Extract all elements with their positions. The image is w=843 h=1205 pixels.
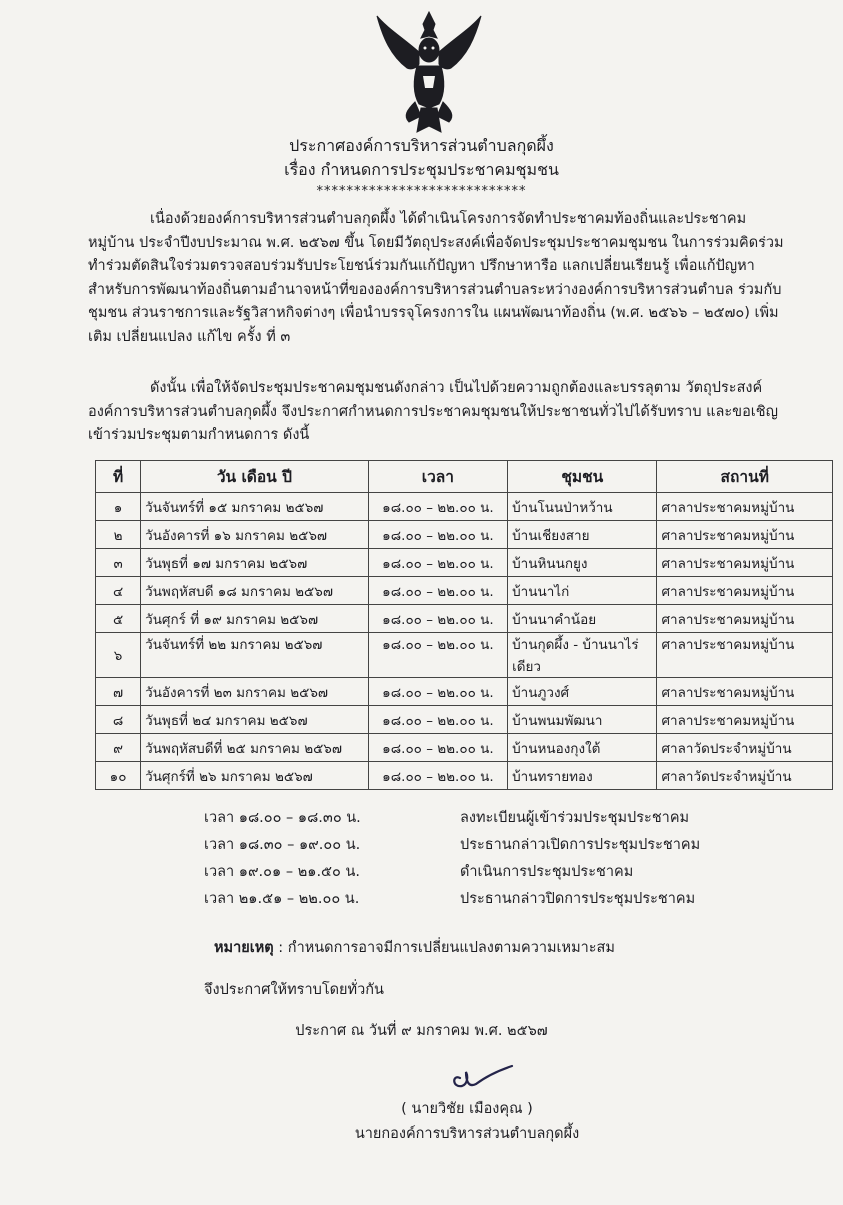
announce-line: จึงประกาศให้ทราบโดยทั่วกัน	[204, 982, 384, 998]
row-time: ๑๘.๐๐ – ๒๒.๐๐ น.	[368, 633, 507, 678]
row-community: บ้านภูวงศ์	[508, 678, 657, 706]
row-community: บ้านหินนกยูง	[508, 549, 657, 577]
handwritten-signature-icon	[446, 1054, 516, 1094]
row-place: ศาลาประชาคมหมู่บ้าน	[657, 521, 833, 549]
table-header-row	[96, 461, 833, 493]
row-community: บ้านโนนป่าหว้าน	[508, 493, 657, 521]
row-community: บ้านพนมพัฒนา	[508, 706, 657, 734]
row-time: ๑๘.๐๐ – ๒๒.๐๐ น.	[368, 605, 507, 633]
row-time: ๑๘.๐๐ – ๒๒.๐๐ น.	[368, 577, 507, 605]
table-row	[96, 577, 833, 605]
row-time: ๑๘.๐๐ – ๒๒.๐๐ น.	[368, 734, 507, 762]
separator-line: ****************************	[316, 184, 527, 199]
row-no: ๘	[96, 706, 141, 734]
row-time: ๑๘.๐๐ – ๒๒.๐๐ น.	[368, 762, 507, 790]
agenda-item	[204, 860, 804, 887]
row-place: ศาลาวัดประจำหมู่บ้าน	[657, 734, 833, 762]
row-place: ศาลาวัดประจำหมู่บ้าน	[657, 762, 833, 790]
row-date: วันพุธที่ ๑๗ มกราคม ๒๕๖๗	[141, 549, 369, 577]
row-date: วันพุธที่ ๒๔ มกราคม ๒๕๖๗	[141, 706, 369, 734]
header-time: เวลา	[368, 461, 507, 493]
header-community: ชุมชน	[508, 461, 657, 493]
announcement-subject: เรื่อง กำหนดการประชุมประชาคมชุมชน	[284, 160, 559, 179]
row-community: บ้านนาคำน้อย	[508, 605, 657, 633]
row-community: บ้านหนองกุงใต้	[508, 734, 657, 762]
row-place: ศาลาประชาคมหมู่บ้าน	[657, 678, 833, 706]
row-time: ๑๘.๐๐ – ๒๒.๐๐ น.	[368, 549, 507, 577]
agenda-time: เวลา ๒๑.๕๑ – ๒๒.๐๐ น.	[204, 891, 360, 907]
row-date: วันศุกร์ที่ ๒๖ มกราคม ๒๕๖๗	[141, 762, 369, 790]
row-no: ๗	[96, 678, 141, 706]
garuda-emblem-icon	[373, 8, 485, 136]
agenda-time: เวลา ๑๘.๓๐ – ๑๙.๐๐ น.	[204, 837, 361, 853]
row-place: ศาลาประชาคมหมู่บ้าน	[657, 549, 833, 577]
row-place: ศาลาประชาคมหมู่บ้าน	[657, 605, 833, 633]
table-row	[96, 706, 833, 734]
table-row	[96, 605, 833, 633]
row-time: ๑๘.๐๐ – ๒๒.๐๐ น.	[368, 678, 507, 706]
row-no: ๑๐	[96, 762, 141, 790]
agenda-list	[204, 806, 804, 914]
row-community: บ้านทรายทอง	[508, 762, 657, 790]
table-row	[96, 762, 833, 790]
row-no: ๒	[96, 521, 141, 549]
agenda-item	[204, 833, 804, 860]
agenda-item	[204, 887, 804, 914]
row-date: วันอังคารที่ ๑๖ มกราคม ๒๕๖๗	[141, 521, 369, 549]
table-row	[96, 734, 833, 762]
table-row	[96, 493, 833, 521]
signatory-name: ( นายวิชัย เมืองคุณ )	[401, 1101, 533, 1117]
agenda-item	[204, 806, 804, 833]
row-date: วันจันทร์ที่ ๒๒ มกราคม ๒๕๖๗	[141, 633, 369, 678]
header-date: วัน เดือน ปี	[141, 461, 369, 493]
remark-label: หมายเหตุ	[214, 940, 274, 956]
row-no: ๑	[96, 493, 141, 521]
row-community: บ้านกุดผึ้ง - บ้านนาไร่เดียว	[508, 633, 657, 678]
paragraph-1	[88, 208, 788, 350]
row-no: ๔	[96, 577, 141, 605]
paragraph-2	[88, 377, 788, 448]
row-community: บ้านเชียงสาย	[508, 521, 657, 549]
row-no: ๙	[96, 734, 141, 762]
agenda-desc: ดำเนินการประชุมประชาคม	[460, 864, 634, 880]
agenda-time: เวลา ๑๘.๐๐ – ๑๘.๓๐ น.	[204, 810, 361, 826]
row-time: ๑๘.๐๐ – ๒๒.๐๐ น.	[368, 706, 507, 734]
paragraph-2-text: ดังนั้น เพื่อให้จัดประชุมประชาคมชุมชนดังกล่าว เป็นไปด้วยความถูกต้องและบรรลุตาม วัตถุประสงค์ องค์การบริหารส่วนตำบลกุดผึ้ง จึงประกาศกำหนดการประชาคมชุมชนให้ประชาชนทั่วไปได้รับทราบ และขอเชิญเข้าร่วมประชุมตามกำหนดการ ดังนี้	[88, 380, 778, 444]
agenda-desc: ประธานกล่าวปิดการประชุมประชาคม	[460, 891, 696, 907]
remark	[214, 936, 615, 959]
row-date: วันศุกร์ ที่ ๑๙ มกราคม ๒๕๖๗	[141, 605, 369, 633]
table-row	[96, 678, 833, 706]
row-time: ๑๘.๐๐ – ๒๒.๐๐ น.	[368, 521, 507, 549]
header-no: ที่	[96, 461, 141, 493]
row-no: ๕	[96, 605, 141, 633]
row-time: ๑๘.๐๐ – ๒๒.๐๐ น.	[368, 493, 507, 521]
row-date: วันจันทร์ที่ ๑๕ มกราคม ๒๕๖๗	[141, 493, 369, 521]
row-date: วันอังคารที่ ๒๓ มกราคม ๒๕๖๗	[141, 678, 369, 706]
row-no: ๖	[96, 633, 141, 678]
table-row	[96, 549, 833, 577]
announcement-title: ประกาศองค์การบริหารส่วนตำบลกุดผึ้ง	[289, 136, 554, 155]
row-no: ๓	[96, 549, 141, 577]
row-date: วันพฤหัสบดีที่ ๒๕ มกราคม ๒๕๖๗	[141, 734, 369, 762]
table-row	[96, 633, 833, 678]
agenda-time: เวลา ๑๙.๐๑ – ๒๑.๕๐ น.	[204, 864, 361, 880]
row-community: บ้านนาไก่	[508, 577, 657, 605]
table-row	[96, 521, 833, 549]
row-place: ศาลาประชาคมหมู่บ้าน	[657, 706, 833, 734]
header-place: สถานที่	[657, 461, 833, 493]
paragraph-1-text: เนื่องด้วยองค์การบริหารส่วนตำบลกุดผึ้ง ได้ดำเนินโครงการจัดทำประชาคมท้องถิ่นและประชาคมหมู่บ้าน ประจำปีงบประมาณ พ.ศ. ๒๕๖๗ ขึ้น โดยมีวัตถุประสงค์เพื่อจัดประชุมประชาคมชุมชน ในการร่วมคิดร่วมทำร่วมตัดสินใจร่วมตรวจสอบร่วมรับประโยชน์ร่วมกันแก้ปัญหา ปรึกษาหารือ แลกเปลี่ยนเรียนรู้ เพื่อแก้ปัญหาสำหรับการพัฒนาท้องถิ่นตามอำนาจหน้าที่ขององค์การบริหารส่วนตำบลระหว่างองค์การบริหารส่วนตำบล ร่วมกับ ชุมชน ส่วนราชการและรัฐวิสาหกิจต่างๆ เพื่อนำบรรจุโครงการใน แผนพัฒนาท้องถิ่น (พ.ศ. ๒๕๖๖ – ๒๕๗๐) เพิ่มเติม เปลี่ยนแปลง แก้ไข ครั้ง ที่ ๓	[88, 211, 784, 345]
issue-date: ประกาศ ณ วันที่ ๙ มกราคม พ.ศ. ๒๕๖๗	[295, 1023, 548, 1039]
row-place: ศาลาประชาคมหมู่บ้าน	[657, 633, 833, 678]
row-place: ศาลาประชาคมหมู่บ้าน	[657, 493, 833, 521]
schedule-table	[95, 460, 833, 790]
row-place: ศาลาประชาคมหมู่บ้าน	[657, 577, 833, 605]
row-date: วันพฤหัสบดี ๑๘ มกราคม ๒๕๖๗	[141, 577, 369, 605]
agenda-desc: ลงทะเบียนผู้เข้าร่วมประชุมประชาคม	[460, 810, 690, 826]
signatory-position: นายกองค์การบริหารส่วนตำบลกุดผึ้ง	[354, 1126, 580, 1142]
agenda-desc: ประธานกล่าวเปิดการประชุมประชาคม	[460, 837, 701, 853]
remark-text: : กำหนดการอาจมีการเปลี่ยนแปลงตามความเหมาะสม	[273, 940, 615, 956]
